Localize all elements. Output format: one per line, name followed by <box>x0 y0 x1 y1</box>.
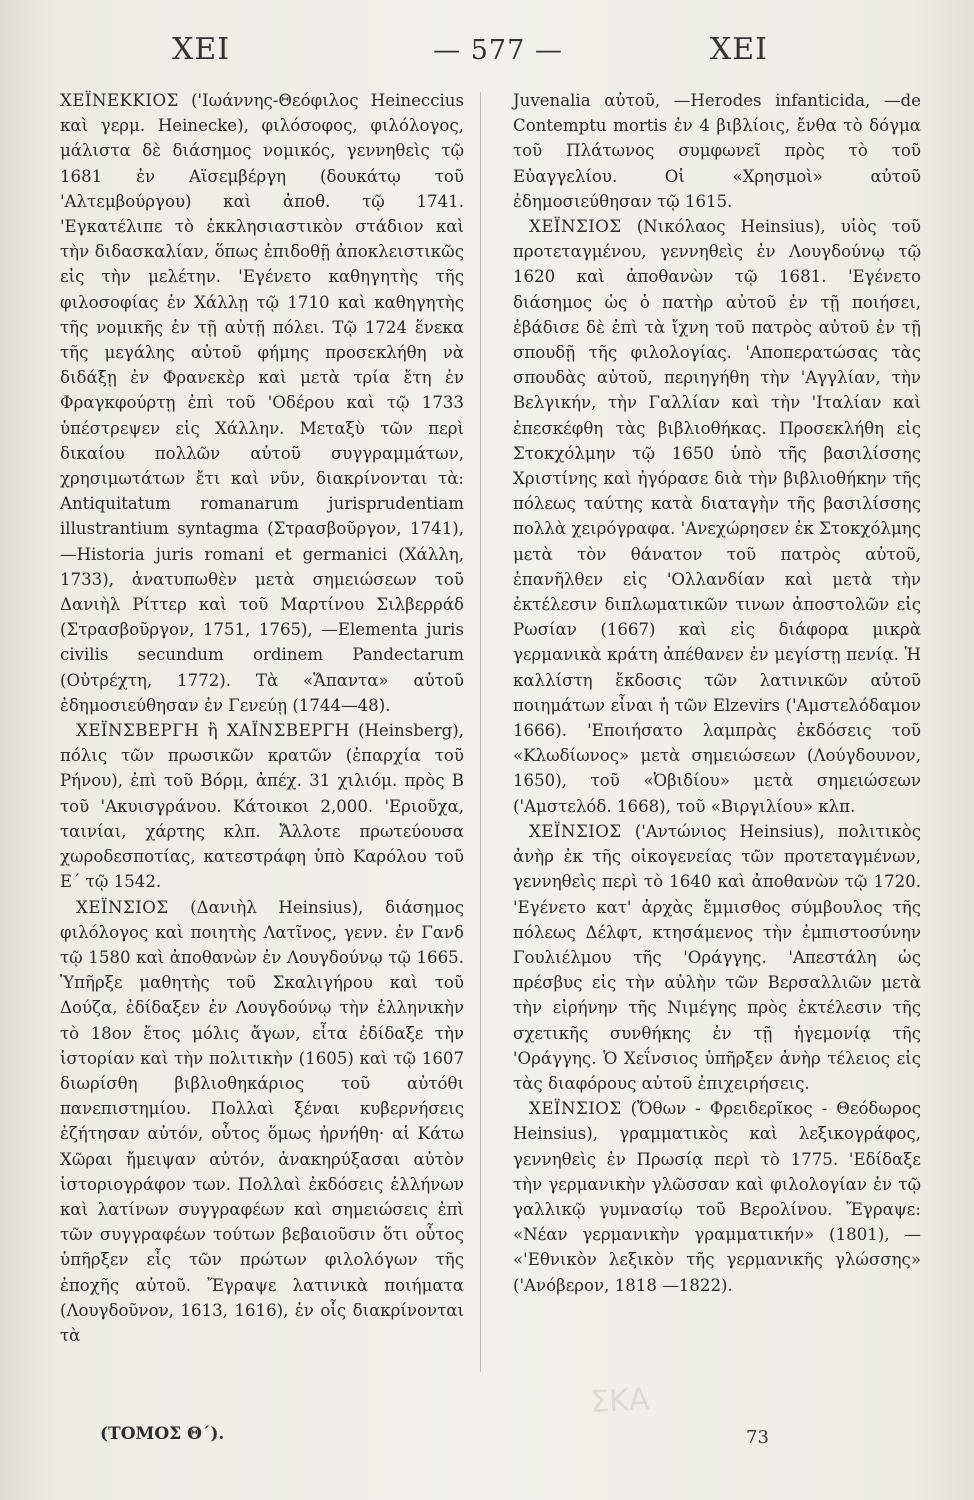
left-column <box>60 88 464 1348</box>
header-page-number: — 577 — <box>433 35 563 66</box>
entry-text: (Δανιὴλ Heinsius), διάσημος φιλόλογος καὶ ποιητὴς Λατῖνος, γενν. ἐν Γανδ τῷ 1580 καὶ ἀποθανὼν ἐν Λουγδούνῳ τῷ 1665. Ὑπῆρξε μαθητὴς τοῦ Σκαλιγήρου καὶ τοῦ Δούζα, ἐδίδαξεν ἐν Λουγδούνῳ τὴν ἑλληνικὴν τὸ 18ον ἔτος μόλις ἄγων, εἶτα ἐδίδαξε τὴν ἱστορίαν καὶ τὴν πολιτικὴν (1605) καὶ τῷ 1607 διωρίσθη βιβλιοθηκάριος τοῦ αὐτόθι πανεπιστημίου. Πολλαὶ ξέναι κυβερνήσεις ἐζήτησαν αὐτόν, οὗτος ὅμως ἠρνήθη· αἱ Κάτω Χῶραι ἤμειψαν αὐτόν, ἀνακηρύξασαι αὐτὸν ἱστοριογράφον των. Πολλαὶ ἐκδόσεις ἑλλήνων καὶ λατίνων συγγραφέων καὶ σημειώσεις ἐπὶ τῶν συγγραφέων τούτων βεβαιοῦσιν ὅτι οὗτος ὑπῆρξεν εἷς τῶν πρώτων φιλολόγων τῆς ἐποχῆς αὐτοῦ. Ἔγραψε λατινικὰ ποιήματα (Λουγδοῦνον, 1613, 1616), ἐν οἷς διακρίνονται τὰ <box>60 897 464 1345</box>
entry-text: ('Αντώνιος Heinsius), πολιτικὸς ἀνὴρ ἐκ τῆς οἰκογενείας τῶν προτεταγμένων, γεννηθεὶς περὶ τὸ 1640 καὶ ἀποθανὼν τῷ 1720. 'Εγένετο κατ' ἀρχὰς ἔμμισθος σύμβουλος τῆς πόλεως Δέλφτ, κτησάμενος τὴν ἐμπιστοσύνην Γουλιέλμου τῆς 'Οράγγης. 'Απεστάλη ὡς πρέσβυς εἰς τὴν αὐλὴν τῶν Βερσαλλιῶν μετὰ τὴν εἰρήνην τῆς Νιμέγης πρὸς ἐκτέλεσιν τῆς σχετικῆς συνθήκης ἐν τῇ ἡγεμονίᾳ τῆς 'Οράγγης. Ὁ Χεΐνσιος ὑπῆρξεν ἀνὴρ τέλειος εἰς τὰς διαφόρους αὐτοῦ ἐπιχειρήσεις. <box>513 821 921 1093</box>
entry-lemma: ΧΕΪΝΣΙΟΣ <box>529 1099 622 1119</box>
running-header <box>60 32 914 82</box>
entry <box>60 88 464 718</box>
column-divider <box>480 92 481 1372</box>
library-watermark: ΣΚΑ <box>589 1382 651 1421</box>
entry <box>513 819 921 1096</box>
entry-text: ('Ιωάννης-Θεόφιλος Heineccius καὶ γερμ. Heinecke), φιλόσοφος, φιλόλογος, μάλιστα δὲ διάσημος νομικός, γεννηθεὶς τῷ 1681 ἐν Αϊσεμβέργη (δουκάτῳ τοῦ 'Αλτεμβούργου) καὶ ἀποθ. τῷ 1741. 'Εγκατέλιπε τὸ ἐκκλησιαστικὸν στάδιον καὶ τὴν διδασκαλίαν, ὅπως ἐπιδοθῇ ἀποκλειστικῶς εἰς τὴν μελέτην. 'Εγένετο καθηγητὴς τῆς φιλοσοφίας ἐν Χάλλῃ τῷ 1710 καὶ καθηγητὴς τῆς νομικῆς ἐν τῇ αὐτῇ πόλει. Τῷ 1724 ἕνεκα τῆς μεγάλης αὐτοῦ φήμης προσεκλήθη νὰ διδάξῃ ἐν Φρανεκὲρ καὶ μετὰ τρία ἔτη ἐν Φραγκφούρτῃ ἐπὶ τοῦ 'Οδέρου καὶ τῷ 1733 ὑπέστρεψεν εἰς Χάλλην. Μεταξὺ τῶν περὶ δικαίου πολλῶν αὐτοῦ συγγραμμάτων, χρησιμωτάτων ἔτι καὶ νῦν, διακρίνονται τὰ: Antiquitatum romanarum jurisprudentiam illustrantium syntagma (Στρασβοῦργον, 1741), —Historia juris romani et germanici (Χάλλη, 1733), ἀνατυπωθὲν μετὰ σημειώσεων τοῦ Δανιὴλ Ρίττερ καὶ τοῦ Μαρτίνου Σιλβερράδ (Στρασβοῦργον, 1751, 1765), —Elementa juris civilis secundum ordinem Pandectarum (Οὐτρέχτη, 1772). Τὰ «Ἅπαντα» αὐτοῦ ἐδημοσιεύθησαν ἐν Γενεύῃ (1744—48). <box>60 91 464 715</box>
entry <box>513 214 921 819</box>
right-column <box>513 88 921 1298</box>
entry-continuation <box>513 88 921 214</box>
entry-lemma: ΧΕΪΝΣΒΕΡΓΗ ἢ ΧΑΪΝΣΒΕΡΓΗ <box>76 721 350 741</box>
entry <box>513 1096 921 1298</box>
header-right-guide-word: ΧΕΙ <box>709 32 768 67</box>
entry-text: (Νικόλαος Heinsius), υἱὸς τοῦ προτεταγμένου, γεννηθεὶς ἐν Λουγδούνῳ τῷ 1620 καὶ ἀποθανὼν τῷ 1681. 'Εγένετο διάσημος ὡς ὁ πατὴρ αὐτοῦ ἐν τῇ ποιήσει, ἐβάδισε δὲ ἐπὶ τὰ ἴχνη τοῦ πατρὸς αὐτοῦ ἐν τῇ σπουδῇ τῆς φιλολογίας. 'Αποπερατώσας τὰς σπουδὰς αὐτοῦ, περιηγήθη τὴν 'Αγγλίαν, τὴν Βελγικήν, τὴν Γαλλίαν καὶ τὴν 'Ιταλίαν καὶ ἐπεσκέφθη τὰς βιβλιοθήκας. Προσεκλήθη εἰς Στοκχόλμην τῷ 1650 ὑπὸ τῆς βασιλίσσης Χριστίνης καὶ ἠγόρασε διὰ τὴν βιβλιοθήκην τῆς πόλεως ταύτης κατὰ διαταγὴν τῆς βασιλίσσης πολλὰ χειρόγραφα. 'Ανεχώρησεν ἐκ Στοκχόλμης μετὰ τὸν θάνατον τοῦ πατρὸς αὐτοῦ, ἐπανῆλθεν εἰς 'Ολλανδίαν καὶ μετὰ τὴν ἐκτέλεσιν διπλωματικῶν τινων ἀποστολῶν εἰς Ρωσίαν (1667) καὶ εἰς διάφορα μικρὰ γερμανικὰ κράτη ἀπέθανεν ἐν μεγίστῃ πενίᾳ. Ἡ καλλίστη ἔκδοσις τῶν λατινικῶν αὐτοῦ ποιημάτων εἶναι ἡ τῶν Elzevirs ('Αμστελόδαμον 1666). 'Εποιήσατο λαμπρὰς ἐκδόσεις τοῦ «Κλωδίωνος» μετὰ σημειώσεων (Λούγδουνον, 1650), τοῦ «Ὀβιδίου» μετὰ σημειώσεων ('Αμστελόδ. 1668), τοῦ «Βιργιλίου» κλπ. <box>513 217 921 816</box>
entry-text: (Ὄθων - Φρειδερῖκος - Θεόδωρος Heinsius), γραμματικὸς καὶ λεξικογράφος, γεννηθεὶς ἐν Πρωσίᾳ περὶ τὸ 1775. 'Εδίδαξε τὴν γερμανικὴν γλῶσσαν καὶ φιλολογίαν ἐν τῷ γαλλικῷ γυμνασίῳ τοῦ Βερολίνου. Ἔγραψε: «Νέαν γερμανικὴν γραμματικήν» (1801), — «'Εθνικὸν λεξικὸν τῆς γερμανικῆς γλώσσης» ('Ανόβερον, 1818 —1822). <box>513 1099 921 1295</box>
entry <box>60 718 464 894</box>
entry-text: Juvenalia αὐτοῦ, —Herodes infanticida, —de Contemptu mortis ἐν 4 βιβλίοις, ἔνθα τὸ δόγμα τοῦ Πλάτωνος συμφωνεῖ πρὸς τὸ τοῦ Εὐαγγελίου. Οἱ «Χρησμοὶ» αὐτοῦ ἐδημοσιεύθησαν τῷ 1615. <box>513 91 921 211</box>
entry <box>60 895 464 1349</box>
volume-signature: (ΤΟΜΟΣ Θ΄). <box>100 1424 225 1444</box>
header-left-guide-word: ΧΕΙ <box>172 32 231 67</box>
signature-number: 73 <box>746 1427 769 1448</box>
entry-lemma: ΧΕΪΝΣΙΟΣ <box>529 217 622 237</box>
entry-lemma: ΧΕΪΝΣΙΟΣ <box>529 821 622 841</box>
entry-lemma: ΧΕΪΝΣΙΟΣ <box>76 897 169 917</box>
entry-lemma: ΧΕΪΝΕΚΚΙΟΣ <box>60 91 179 110</box>
entry-text: (Heinsberg), πόλις τῶν πρωσικῶν κρατῶν (ἐπαρχία τοῦ Ρήνου), ἐπὶ τοῦ Βόρμ, ἀπέχ. 31 χιλιόμ. πρὸς Β τοῦ 'Ακυισγράνου. Κάτοικοι 2,000. 'Εριοῦχα, ταινίαι, χάρτης κλπ. Ἄλλοτε πρωτεύουσα χωροδεσποτίας, κατεστράφη ὑπὸ Καρόλου τοῦ Ε΄ τῷ 1542. <box>60 721 465 892</box>
